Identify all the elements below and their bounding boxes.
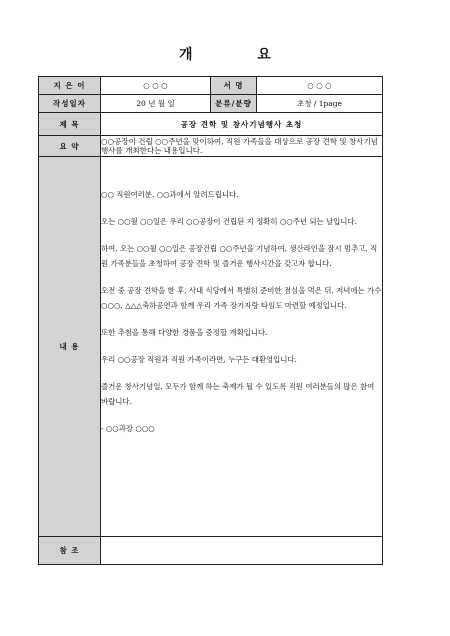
body-paragraph: 즐거운 창사기념일, 모두가 함께 하는 축제가 될 수 있도록 직원 여러분들의 많은 참여 바랍니다.: [101, 382, 375, 406]
body-paragraph: 우리 ○○공장 직원과 직원 가족이라면, 누구든 대환영입니다.: [101, 355, 297, 364]
category-value: 초청 / 1page: [257, 95, 383, 113]
page-title: 개 요: [179, 47, 301, 63]
date-value: 20 년 월 일: [101, 95, 211, 113]
body-paragraph: 오전 중 공장 견학을 한 후, 사내 식당에서 특별히 준비한 점심을 먹은 뒤, 저녁에는 가수 ○○○, △△△축하공연과 함께 우리 가족 장기자랑 타임도 마련할 예정입니다.: [101, 286, 382, 310]
body-paragraph: 하여, 오는 ○○월 ○○일은 공장건립 ○○주년을 기념하여, 생산라인을 잠시 멈추고, 직원 가족분들을 초청하여 공장 견학 및 즐거운 행사시간을 갖고자 합니다.: [101, 244, 378, 268]
summary-label: 요 약: [39, 136, 101, 157]
category-label: 분류/분량: [211, 95, 257, 113]
body-paragraph: ○○ 직원여러분. ○○과에서 알려드립니다.: [101, 190, 239, 199]
signoff: - ○○과장 ○○○: [101, 424, 155, 433]
subject-label: 제 목: [39, 113, 101, 136]
content-body: [101, 157, 383, 537]
summary-value: ○○공장이 건립 ○○주년을 맞이하여, 직원 가족들을 대상으로 공장 견학 및 창사기념행사를 개최한다는 내용입니다.: [101, 136, 383, 157]
reference-label: 참 조: [39, 537, 101, 565]
body-paragraph: 또한 추첨을 통해 다양한 경품을 증정할 계획입니다.: [101, 328, 268, 337]
author-value: ○ ○ ○: [101, 77, 211, 95]
signature-value: ○ ○ ○: [257, 77, 383, 95]
signature-label: 서 명: [211, 77, 257, 95]
content-label: 내 용: [39, 157, 101, 537]
subject-value: 공장 견학 및 창사기념행사 초청: [101, 113, 383, 136]
body-paragraph: 오는 ○○월 ○○일은 우리 ○○공장이 건립된 지 정확히 ○○주년 되는 날입니다.: [101, 217, 357, 226]
date-label: 작성일자: [39, 95, 101, 113]
overview-table: [38, 76, 383, 565]
author-label: 지 은 이: [39, 77, 101, 95]
reference-value: [101, 537, 383, 565]
